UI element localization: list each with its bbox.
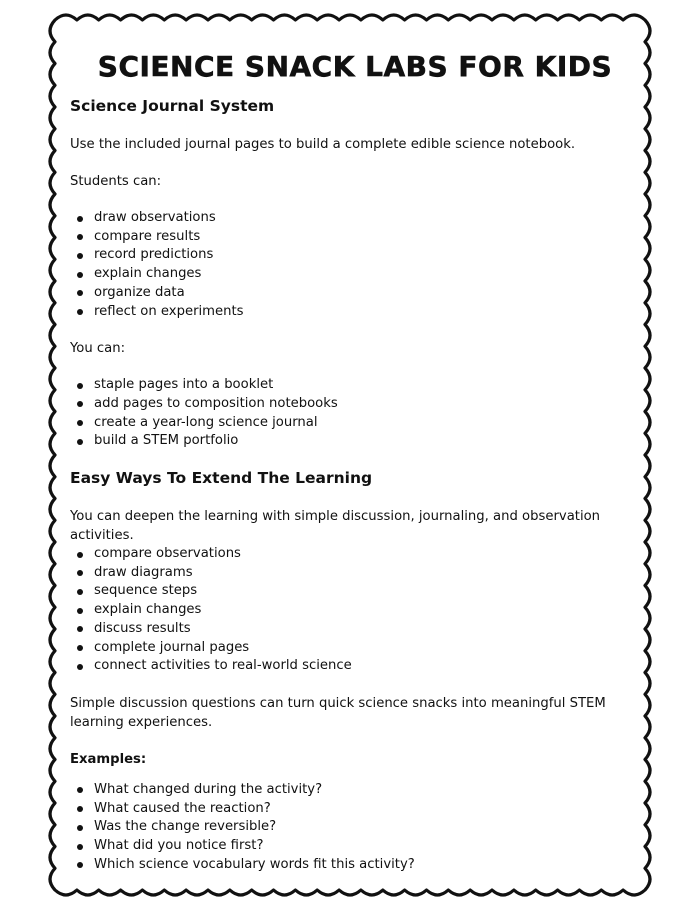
bullet-icon: [77, 626, 83, 632]
bullet-icon: [77, 664, 83, 670]
page-content: [70, 40, 650, 892]
bullet-icon: [77, 439, 83, 445]
list-item: discuss results: [70, 620, 650, 639]
you-label: You can:: [70, 341, 126, 357]
list-item: Which science vocabulary words fit this activity?: [70, 856, 650, 875]
bullet-icon: [77, 806, 83, 812]
bullet-icon: [77, 272, 83, 278]
list-item: What caused the reaction?: [70, 800, 650, 819]
examples-label: Examples:: [70, 751, 147, 767]
bullet-icon: [77, 290, 83, 296]
journal-intro: Use the included journal pages to build a complete edible science notebook.: [70, 137, 576, 152]
list-item: add pages to composition notebooks: [70, 395, 650, 414]
extend-list: [70, 545, 650, 676]
list-item: sequence steps: [70, 582, 650, 601]
bullet-icon: [77, 401, 83, 407]
section-heading-extend: Easy Ways To Extend The Learning: [70, 469, 373, 488]
list-item: reflect on experiments: [70, 303, 650, 322]
list-item: explain changes: [70, 265, 650, 284]
discussion-text: Simple discussion questions can turn quick science snacks into meaningful STEM learning experiences.: [70, 695, 606, 730]
bullet-icon: [77, 253, 83, 259]
bullet-icon: [77, 570, 83, 576]
bullet-icon: [77, 589, 83, 595]
list-item: explain changes: [70, 601, 650, 620]
list-item: organize data: [70, 284, 650, 303]
bullet-icon: [77, 234, 83, 240]
bullet-icon: [77, 862, 83, 868]
list-item: Was the change reversible?: [70, 818, 650, 837]
bullet-icon: [77, 844, 83, 850]
bullet-icon: [77, 645, 83, 651]
list-item: staple pages into a booklet: [70, 376, 650, 395]
bullet-icon: [77, 787, 83, 793]
list-item: create a year-long science journal: [70, 414, 650, 433]
section-heading-journal: Science Journal System: [70, 97, 275, 115]
list-item: complete journal pages: [70, 639, 650, 658]
page-title: SCIENCE SNACK LABS FOR KIDS: [97, 50, 613, 83]
bullet-icon: [77, 420, 83, 426]
list-item: compare observations: [70, 545, 650, 564]
bullet-icon: [77, 383, 83, 389]
you-list: [70, 376, 650, 451]
students-list: [70, 209, 650, 321]
list-item: draw observations: [70, 209, 650, 228]
list-item: compare results: [70, 228, 650, 247]
list-item: What changed during the activity?: [70, 781, 650, 800]
bullet-icon: [77, 309, 83, 315]
bullet-icon: [77, 216, 83, 222]
bullet-icon: [77, 608, 83, 614]
list-item: connect activities to real-world science: [70, 657, 650, 676]
list-item: draw diagrams: [70, 564, 650, 583]
list-item: What did you notice first?: [70, 837, 650, 856]
list-item: build a STEM portfolio: [70, 432, 650, 451]
students-label: Students can:: [70, 174, 162, 189]
list-item: record predictions: [70, 246, 650, 265]
bullet-icon: [77, 825, 83, 831]
bullet-icon: [77, 552, 83, 558]
examples-list: [70, 781, 650, 875]
extend-intro: You can deepen the learning with simple discussion, journaling, and observation activities.: [70, 509, 601, 544]
